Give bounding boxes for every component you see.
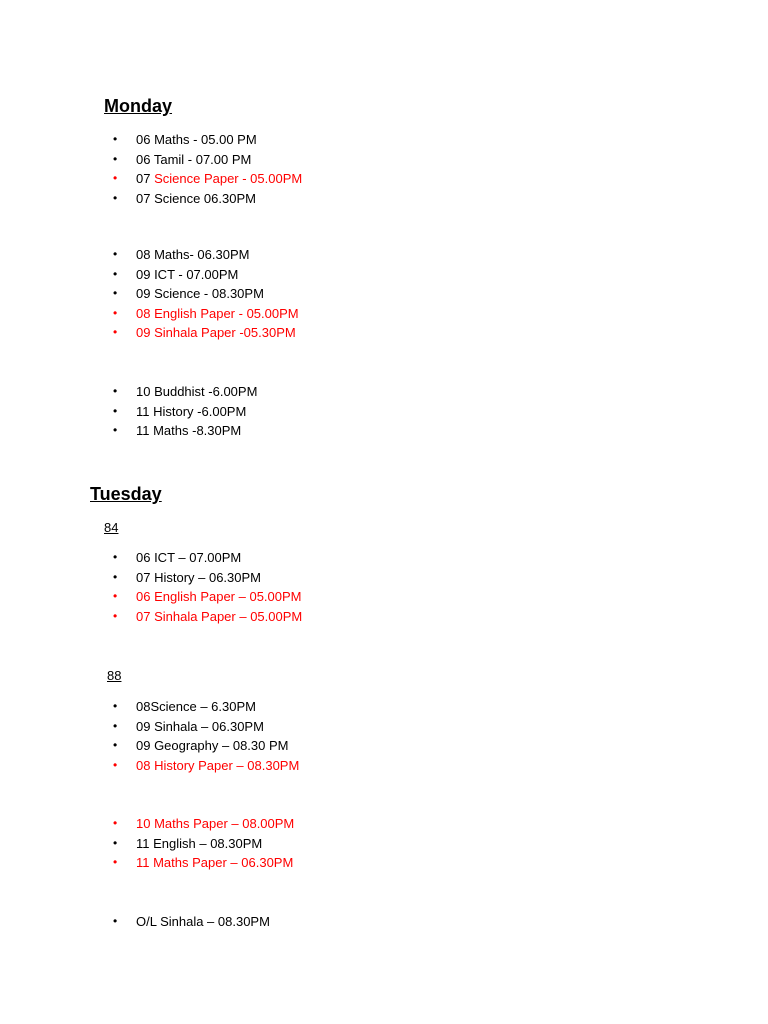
bullet-icon: • xyxy=(113,550,118,564)
bullet-icon: • xyxy=(113,132,118,146)
bullet-icon: • xyxy=(113,718,118,733)
heading-monday: Monday xyxy=(104,96,173,116)
bullet-icon: • xyxy=(113,738,118,753)
bullet-icon: • xyxy=(113,171,118,186)
section-label-84: 84 xyxy=(104,520,119,535)
tuesday-list-4 xyxy=(111,912,270,932)
bullet-icon: • xyxy=(113,423,118,438)
list-item: • O/L Sinhala – 08.30PM xyxy=(111,912,270,932)
section-label-88: 88 xyxy=(107,668,122,683)
bullet-icon: • xyxy=(113,757,118,772)
list-item: • 07 Sinhala Paper – 05.00PM xyxy=(111,607,302,627)
bullet-icon: • xyxy=(113,569,118,584)
list-item: • 06 Tamil - 07.00 PM xyxy=(111,150,302,170)
bullet-icon: • xyxy=(113,190,118,205)
bullet-icon: • xyxy=(113,266,118,281)
list-item: • 08 English Paper - 05.00PM xyxy=(111,304,299,324)
list-item: • 11 Maths -8.30PM xyxy=(111,421,257,441)
list-item: • 11 English – 08.30PM xyxy=(111,834,294,854)
list-item: • 10 Maths Paper – 08.00PM xyxy=(111,814,294,834)
bullet-icon: • xyxy=(113,855,118,870)
list-item: • 08Science – 6.30PM xyxy=(111,697,299,717)
list-item: • 07 History – 06.30PM xyxy=(111,568,302,588)
tuesday-list-88 xyxy=(111,697,299,775)
list-item: • 06 Maths - 05.00 PM xyxy=(111,130,302,150)
monday-list-3 xyxy=(111,382,257,441)
list-item: • 09 Science - 08.30PM xyxy=(111,284,299,304)
bullet-icon: • xyxy=(113,151,118,166)
bullet-icon: • xyxy=(113,816,118,830)
list-item: • 09 Sinhala – 06.30PM xyxy=(111,717,299,737)
bullet-icon: • xyxy=(113,589,118,604)
list-item: • 10 Buddhist -6.00PM xyxy=(111,382,257,402)
list-item: • 09 Geography – 08.30 PM xyxy=(111,736,299,756)
list-item: • 11 Maths Paper – 06.30PM xyxy=(111,853,294,873)
bullet-icon: • xyxy=(113,305,118,320)
bullet-icon: • xyxy=(113,384,118,398)
bullet-icon: • xyxy=(113,286,118,301)
list-item: • 07 Science Paper - 05.00PM xyxy=(111,169,302,189)
list-item: • 08 History Paper – 08.30PM xyxy=(111,756,299,776)
bullet-icon: • xyxy=(113,914,118,928)
list-item: • 07 Science 06.30PM xyxy=(111,189,302,209)
list-item: • 09 ICT - 07.00PM xyxy=(111,265,299,285)
list-item: • 11 History -6.00PM xyxy=(111,402,257,422)
tuesday-list-84 xyxy=(111,548,302,626)
tuesday-list-3 xyxy=(111,814,294,873)
monday-list-1 xyxy=(111,130,302,208)
list-item: • 08 Maths- 06.30PM xyxy=(111,245,299,265)
monday-list-2 xyxy=(111,245,299,343)
bullet-icon: • xyxy=(113,403,118,418)
bullet-icon: • xyxy=(113,835,118,850)
heading-tuesday: Tuesday xyxy=(90,484,162,504)
list-item: • 06 ICT – 07.00PM xyxy=(111,548,302,568)
bullet-icon: • xyxy=(113,699,118,713)
bullet-icon: • xyxy=(113,247,118,261)
list-item: • 09 Sinhala Paper -05.30PM xyxy=(111,323,299,343)
bullet-icon: • xyxy=(113,608,118,623)
list-item: • 06 English Paper – 05.00PM xyxy=(111,587,302,607)
bullet-icon: • xyxy=(113,325,118,340)
